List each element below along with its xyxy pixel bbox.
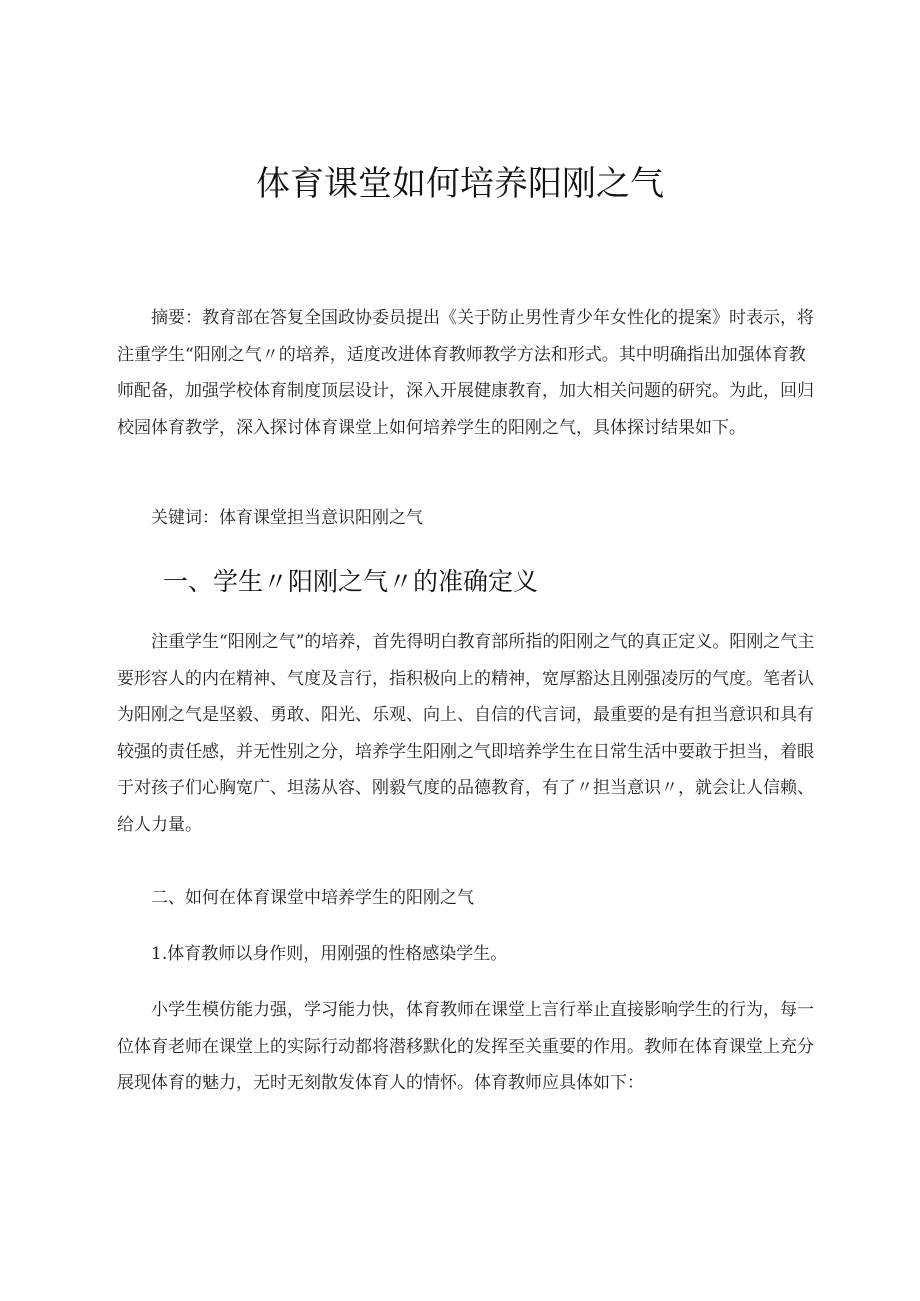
section-2-paragraph: 小学生模仿能力强，学习能力快，体育教师在课堂上言行举止直接影响学生的行为，每一位体育老师在课堂上的实际行动都将潜移默化的发挥至关重要的作用。教师在体育课堂上充分展现体育的魅力，无时无刻散发体育人的情怀。体育教师应具体如下： xyxy=(117,1000,814,1094)
subsection-heading-1: 1.体育教师以身作则，用刚强的性格感染学生。 xyxy=(151,944,508,964)
document-title: 体育课堂如何培养阳刚之气 xyxy=(256,164,664,204)
keywords-line: 关键词：体育课堂担当意识阳刚之气 xyxy=(151,508,423,528)
section-heading-1: 一、学生〃阳刚之气〃的准确定义 xyxy=(163,567,539,596)
section-heading-2: 二、如何在体育课堂中培养学生的阳刚之气 xyxy=(151,888,474,908)
abstract-paragraph: 摘要：教育部在答复全国政协委员提出《关于防止男性青少年女性化的提案》时表示，将注重学生“阳刚之气〃的培养，适度改进体育教师教学方法和形式。其中明确指出加强体育教师配备，加强学校体育制度顶层设计，深入开展健康教育，加大相关问题的研究。为此，回归校园体育教学，深入探讨体育课堂上如何培养学生的阳刚之气，具体探讨结果如下。 xyxy=(117,308,814,438)
section-1-paragraph: 注重学生“阳刚之气”的培养，首先得明白教育部所指的阳刚之气的真正定义。阳刚之气主要形容人的内在精神、气度及言行，指积极向上的精神，宽厚豁达且刚强凌厉的气度。笔者认为阳刚之气是坚毅、勇敢、阳光、乐观、向上、自信的代言词，最重要的是有担当意识和具有较强的责任感，并无性别之分，培养学生阳刚之气即培养学生在日常生活中要敢于担当，着眼于对孩子们心胸宽广、坦荡从容、刚毅气度的品德教育，有了〃担当意识〃，就会让人信赖、给人力量。 xyxy=(117,632,815,835)
